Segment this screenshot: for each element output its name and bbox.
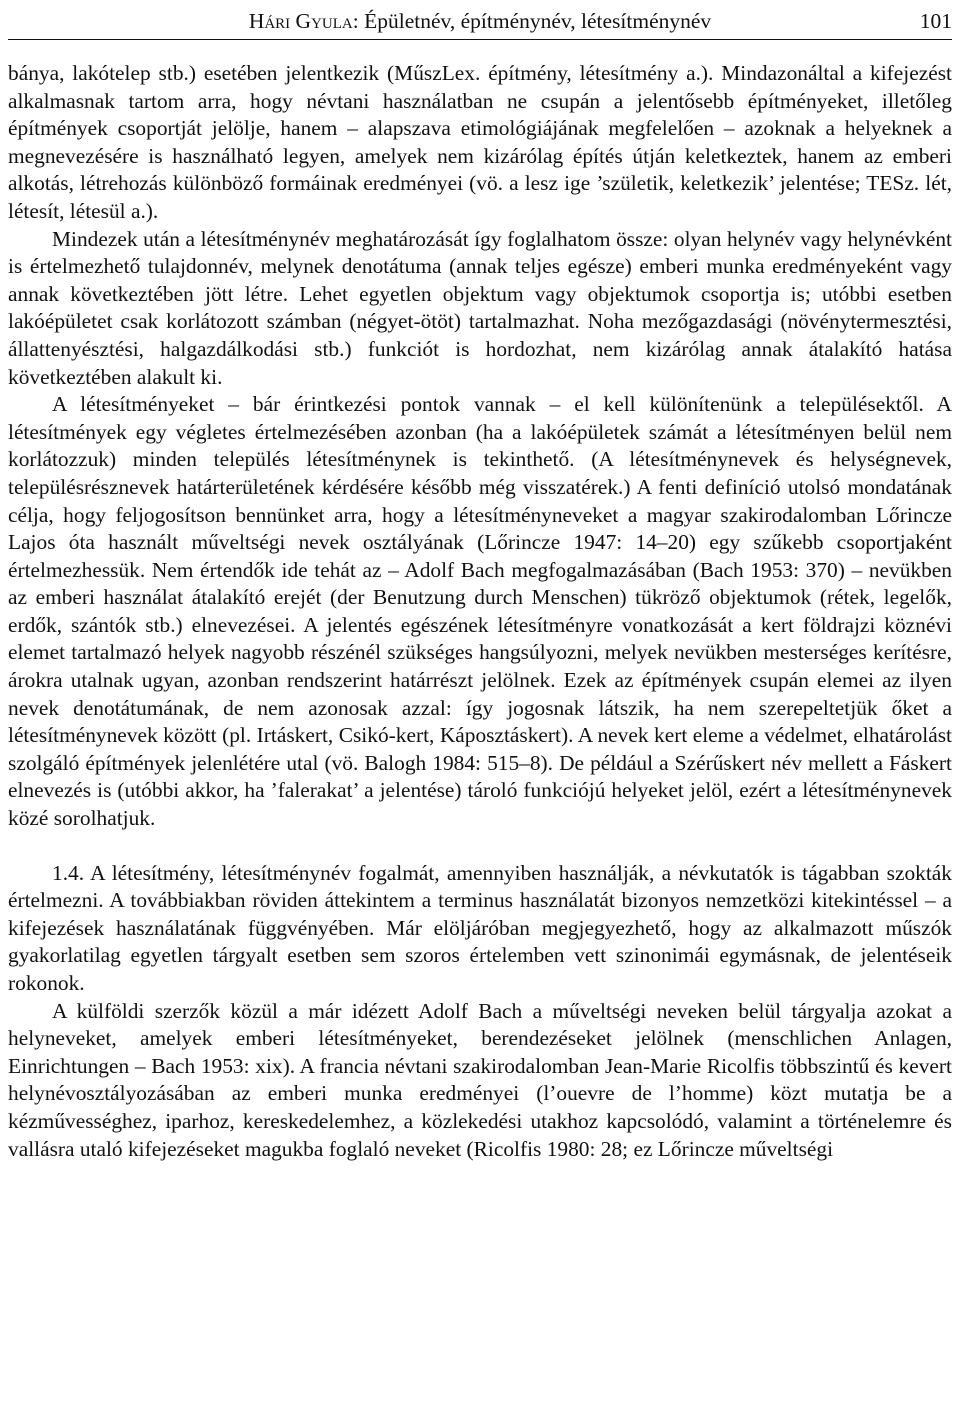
body-text — [8, 60, 952, 1163]
section-paragraph: 1.4. A létesítmény, létesítménynév fogalmát, amennyiben használják, a névkutatók is tágabban szokták értelmezni. A továbbiakban röviden áttekintem a terminus használatát bizonyos nemzetközi kitekintéssel – a kifejezések használatának függvényében. Már elöljáróban megjegyezhető, hogy az alkalmazott műszók gyakorlatilag egyetlen tárgyalt esetben sem szoros értelemben vett szinonimái egymásnak, de jelentéseik rokonok. — [8, 860, 952, 995]
running-head: Hári Gyula: Épületnév, építménynév, létesítménynév 101 — [8, 6, 952, 38]
header-title: Épületnév, építménynév, létesítménynév — [364, 9, 712, 33]
paragraph: A létesítményeket – bár érintkezési pontok vannak – el kell különítenünk a településektől. A létesítmények egy végletes értelmezésében azonban (ha a lakóépületek számát a létesítményen belül nem korlátozzuk) minden település létesítménynek is tekinthető. (A létesítménynevek és helységnevek, településrésznevek határterületének kérdésére később még visszatérek.) A fenti definíció utolsó mondatának célja, hogy feljogosítson bennünket arra, hogy a létesítményneveket a magyar szakirodalomban Lőrincze Lajos óta használt műveltségi nevek osztályának (Lőrincze 1947: 14–20) egy szűkebb csoportjaként értelmezhessük. Nem értendők ide tehát az – Adolf Bach megfogalmazásában (Bach 1953: 370) – nevükben az emberi használat átalakító erejét (der Benutzung durch Menschen) tükröző objektumok (rétek, legelők, erdők, szántók stb.) elnevezései. A jelentés egészének létesítményre vonatkozását a kert földrajzi köznévi elemet tartalmazó helyek nagyobb részénél szükséges hangsúlyozni, melyek nevükben mesterséges kerítésre, árokra utalnak ugyan, azonban rendszerint határrészt jelölnek. Ezek az építmények csupán elemei az ilyen nevek denotátumának, de nem azonosak azzal: így jogosnak látszik, ha nem szerepeltetjük őket a létesítménynevek között (pl. Irtáskert, Csikó-kert, Káposztáskert). A nevek kert eleme a védelmet, elhatárolást szolgáló építmények jelenlétére utal (vö. Balogh 1984: 515–8). De például a Szérűskert név mellett a Fáskert elnevezés is (utóbbi akkor, ha ’falerakat’ a jelentése) tároló funkciójú helyeket jelöl, ezért a létesítménynevek közé sorolhatjuk. — [8, 392, 952, 831]
header-author: Hári Gyula — [248, 9, 353, 33]
paragraph: Mindezek után a létesítménynév meghatározását így foglalhatom össze: olyan helynév vagy helynévként is értelmezhető tulajdonnév, melynek denotátuma (annak teljes egésze) emberi munka eredményeként vagy annak következtében jött létre. Lehet egyetlen objektum vagy objektumok csoportja is; utóbbi esetben lakóépületet csak korlátozott számban (négyet-ötöt) tartalmazhat. Noha mezőgazdasági (növénytermesztési, állattenyésztési, halgazdálkodási stb.) funkciót is hordozhat, nem kizárólag annak átalakító hatása következtében alakult ki. — [8, 226, 952, 389]
paragraph: bánya, lakótelep stb.) esetében jelentkezik (MűszLex. építmény, létesítmény a.). Mindazonáltal a kifejezést alkalmasnak tartom arra, hogy névtani használatban ne csupán a jelentősebb építményeket, illetőleg építmények csoportját jelölje, hanem – alapszava etimológiájának megfelelően – azoknak a helyeknek a megnevezésére is használható legyen, amelyek nem kizárólag építés útján keletkeztek, hanem az emberi alkotás, létrehozás különböző formáinak eredményei (vö. a lesz ige ’születik, keletkezik’ jelentése; TESz. lét, létesít, létesül a.). — [8, 61, 952, 223]
paragraph: A külföldi szerzők közül a már idézett Adolf Bach a műveltségi neveken belül tárgyalja azokat a helyneveket, amelyek emberi létesítményeket, berendezéseket jelölnek (menschlichen Anlagen, Einrichtungen – Bach 1953: xix). A francia névtani szakirodalomban Jean-Marie Ricolfis többszintű és kevert helynévosztályozásában az emberi munka eredményei (l’ouevre de l’homme) közt mutatja be a kézművességhez, iparhoz, kereskedelemhez, a közlekedési utakhoz kapcsolódó, valamint a történelemre és vallásra utaló kifejezéseket magukba foglaló neveket (Ricolfis 1980: 28; ez Lőrincze műveltségi — [8, 998, 952, 1161]
header-rule — [8, 39, 952, 40]
page-number: 101 — [919, 9, 952, 33]
